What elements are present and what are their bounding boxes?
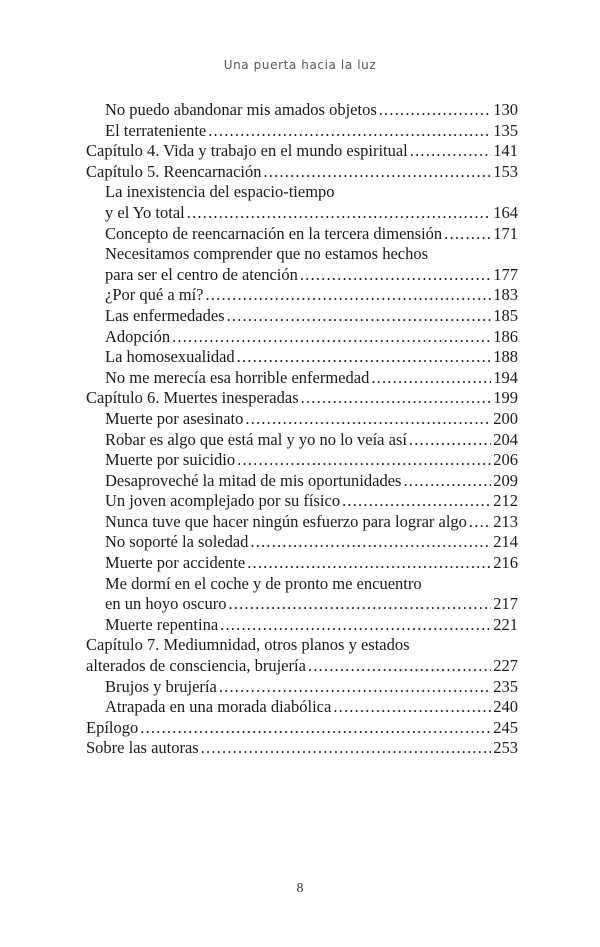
toc-entry-line	[105, 265, 518, 286]
toc-entry-line	[86, 162, 518, 183]
toc-entry-title: El terrateniente	[105, 120, 207, 140]
dot-leader	[371, 368, 491, 389]
toc-section-entry	[86, 450, 518, 471]
toc-page-number: 185	[493, 305, 518, 325]
toc-entry-title: No me merecía esa horrible enfermedad	[105, 367, 370, 387]
toc-entry-title: Me dormí en el coche y de pronto me encuentro	[105, 573, 422, 593]
dot-leader	[187, 203, 491, 224]
dot-leader	[247, 553, 491, 574]
dot-leader	[333, 697, 491, 718]
toc-page-number: 153	[493, 161, 518, 181]
dot-leader	[300, 265, 491, 286]
toc-entry-title: Muerte repentina	[105, 614, 219, 634]
toc-page-number: 171	[493, 223, 518, 243]
toc-entry-title: Capítulo 4. Vida y trabajo en el mundo espiritual	[86, 141, 408, 161]
toc-page-number: 135	[493, 120, 518, 140]
toc-entry-line	[105, 615, 518, 636]
toc-entry-line	[86, 718, 518, 739]
toc-section-entry	[86, 512, 518, 533]
toc-entry-line	[105, 244, 518, 265]
toc-entry-title: Adopción	[105, 326, 171, 346]
toc-section-entry	[86, 121, 518, 142]
toc-entry-line	[105, 347, 518, 368]
toc-page-number: 199	[493, 388, 518, 408]
toc-page-number: 130	[493, 100, 518, 119]
toc-entry-title: Concepto de reencarnación en la tercera dimensión	[105, 223, 443, 243]
dot-leader	[403, 471, 491, 492]
toc-entry-line	[105, 574, 518, 595]
toc-page-number: 212	[493, 491, 518, 511]
toc-chapter-entry	[86, 718, 518, 739]
toc-page-number: 204	[493, 429, 518, 449]
toc-entry-title: Brujos y brujería	[105, 676, 217, 696]
dot-leader	[342, 491, 491, 512]
toc-chapter-entry	[86, 738, 518, 759]
toc-entry-line	[105, 532, 518, 553]
toc-entry-title: alterados de consciencia, brujería	[86, 656, 306, 676]
toc-entry-line	[105, 100, 518, 121]
toc-section-entry	[86, 574, 518, 615]
toc-section-entry	[86, 430, 518, 451]
toc-section-entry	[86, 182, 518, 223]
toc-section-entry	[86, 409, 518, 430]
toc-page-number: 221	[493, 614, 518, 634]
toc-page-number: 235	[493, 676, 518, 696]
toc-entry-line	[105, 327, 518, 348]
dot-leader	[140, 718, 491, 739]
toc-page-number: 240	[493, 697, 518, 717]
toc-page-number: 206	[493, 450, 518, 470]
toc-chapter-entry	[86, 635, 518, 676]
toc-page-number: 227	[493, 656, 518, 676]
toc-entry-line	[105, 471, 518, 492]
toc-section-entry	[86, 532, 518, 553]
toc-chapter-entry	[86, 388, 518, 409]
toc-entry-title: en un hoyo oscuro	[105, 594, 227, 614]
dot-leader	[263, 162, 491, 183]
toc-page-number: 164	[493, 202, 518, 222]
toc-entry-title: Muerte por suicidio	[105, 450, 236, 470]
toc-entry-title: Capítulo 6. Muertes inesperadas	[86, 388, 299, 408]
toc-page-number: 188	[493, 347, 518, 367]
toc-page-number: 253	[493, 738, 518, 758]
toc-section-entry	[86, 285, 518, 306]
toc-entry-title: Necesitamos comprender que no estamos hechos	[105, 244, 429, 264]
toc-entry-title: La inexistencia del espacio-tiempo	[105, 182, 335, 202]
toc-entry-line	[105, 697, 518, 718]
toc-page-number: 209	[493, 470, 518, 490]
toc-entry-line	[105, 306, 518, 327]
toc-page-number: 214	[493, 532, 518, 552]
running-head: Una puerta hacia la luz	[223, 58, 377, 72]
toc-entry-title: Muerte por asesinato	[105, 408, 244, 428]
toc-page-number: 194	[493, 367, 518, 387]
toc-entry-title: La homosexualidad	[105, 347, 235, 367]
toc-section-entry	[86, 306, 518, 327]
toc-entry-title: No soporté la soledad	[105, 532, 249, 552]
toc-entry-line	[86, 635, 518, 656]
toc-entry-line	[105, 553, 518, 574]
toc-entry-title: ¿Por qué a mí?	[105, 285, 204, 305]
toc-section-entry	[86, 697, 518, 718]
toc-section-entry	[86, 491, 518, 512]
dot-leader	[219, 677, 491, 698]
toc-page-number: 177	[493, 264, 518, 284]
dot-leader	[250, 532, 491, 553]
toc-entry-title: para ser el centro de atención	[105, 264, 298, 284]
page-number: 8	[296, 881, 304, 896]
dot-leader	[228, 594, 491, 615]
dot-leader	[245, 409, 491, 430]
toc-entry-title: Sobre las autoras	[86, 738, 199, 758]
toc-entry-title: Atrapada en una morada diabólica	[105, 697, 332, 717]
dot-leader	[301, 388, 492, 409]
toc-section-entry	[86, 347, 518, 368]
table-of-contents	[86, 100, 518, 759]
toc-section-entry	[86, 677, 518, 698]
toc-entry-title: Nunca tuve que hacer ningún esfuerzo para lograr algo	[105, 511, 467, 531]
toc-page-number: 186	[493, 326, 518, 346]
toc-section-entry	[86, 471, 518, 492]
toc-entry-line	[86, 656, 518, 677]
toc-page-number: 183	[493, 285, 518, 305]
toc-entry-line	[105, 203, 518, 224]
toc-entry-line	[105, 182, 518, 203]
toc-chapter-entry	[86, 162, 518, 183]
toc-section-entry	[86, 553, 518, 574]
toc-entry-title: Capítulo 7. Mediumnidad, otros planos y estados	[86, 635, 410, 655]
toc-entry-title: No puedo abandonar mis amados objetos	[105, 100, 377, 119]
toc-page-number: 216	[493, 553, 518, 573]
toc-section-entry	[86, 244, 518, 285]
toc-page-number: 213	[493, 511, 518, 531]
dot-leader	[237, 450, 491, 471]
toc-entry-line	[105, 224, 518, 245]
toc-entry-line	[86, 141, 518, 162]
toc-entry-title: Epílogo	[86, 717, 139, 737]
toc-entry-title: Robar es algo que está mal y yo no lo veía así	[105, 429, 407, 449]
dot-leader	[206, 285, 492, 306]
toc-entry-line	[105, 121, 518, 142]
toc-entry-line	[105, 450, 518, 471]
toc-page-number: 141	[493, 141, 518, 161]
dot-leader	[227, 306, 492, 327]
dot-leader	[469, 512, 491, 533]
toc-entry-title: Las enfermedades	[105, 305, 225, 325]
toc-entry-line	[86, 738, 518, 759]
dot-leader	[201, 738, 492, 759]
toc-entry-line	[86, 388, 518, 409]
dot-leader	[220, 615, 491, 636]
toc-entry-title: Un joven acomplejado por su físico	[105, 491, 341, 511]
toc-chapter-entry	[86, 141, 518, 162]
toc-entry-line	[105, 409, 518, 430]
dot-leader	[409, 430, 491, 451]
toc-entry-line	[105, 285, 518, 306]
dot-leader	[208, 121, 491, 142]
toc-entry-title: Desaproveché la mitad de mis oportunidades	[105, 470, 402, 490]
dot-leader	[444, 224, 491, 245]
toc-section-entry	[86, 100, 518, 121]
toc-entry-line	[105, 594, 518, 615]
dot-leader	[172, 327, 491, 348]
dot-leader	[308, 656, 491, 677]
toc-section-entry	[86, 615, 518, 636]
toc-entry-line	[105, 368, 518, 389]
dot-leader	[379, 100, 492, 121]
toc-entry-line	[105, 677, 518, 698]
dot-leader	[410, 141, 491, 162]
toc-entry-title: y el Yo total	[105, 202, 185, 222]
toc-entry-line	[105, 512, 518, 533]
toc-section-entry	[86, 327, 518, 348]
toc-entry-title: Capítulo 5. Reencarnación	[86, 161, 262, 181]
toc-entry-title: Muerte por accidente	[105, 553, 246, 573]
toc-entry-line	[105, 430, 518, 451]
toc-section-entry	[86, 224, 518, 245]
toc-page-number: 245	[493, 717, 518, 737]
toc-entry-line	[105, 491, 518, 512]
toc-page-number: 217	[493, 594, 518, 614]
toc-page-number: 200	[493, 408, 518, 428]
toc-section-entry	[86, 368, 518, 389]
dot-leader	[237, 347, 492, 368]
